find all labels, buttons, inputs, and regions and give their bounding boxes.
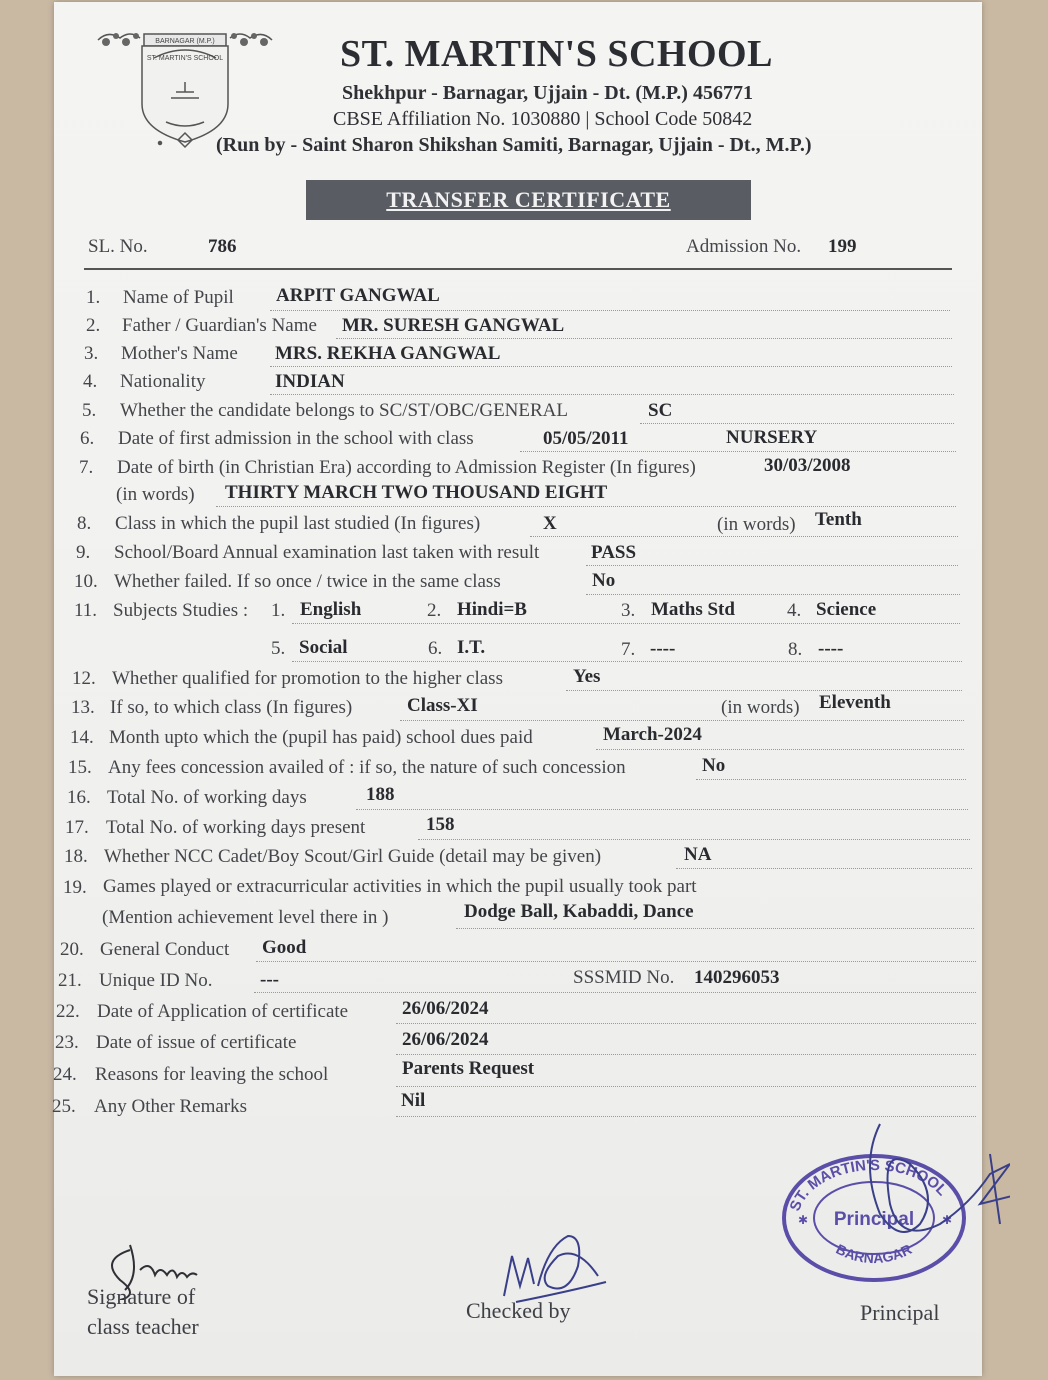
issue-date-value: 26/06/2024 bbox=[402, 1029, 489, 1050]
admission-date-value: 05/05/2011 bbox=[543, 428, 629, 449]
subject-5-num: 5. bbox=[271, 638, 286, 659]
item-13-num: 13. bbox=[71, 697, 95, 718]
dues-paid-value: March-2024 bbox=[603, 724, 702, 745]
dotted-line bbox=[256, 961, 976, 962]
sssmid-value: 140296053 bbox=[694, 967, 780, 988]
item-1-label: Name of Pupil bbox=[123, 287, 234, 308]
subject-2-num: 2. bbox=[427, 600, 442, 621]
item-21-label: Unique ID No. bbox=[99, 970, 213, 991]
concession-value: No bbox=[702, 755, 726, 776]
dotted-line bbox=[418, 839, 970, 840]
item-23-num: 23. bbox=[55, 1032, 79, 1053]
item-20-num: 20. bbox=[60, 939, 84, 960]
item-14-num: 14. bbox=[70, 727, 94, 748]
subject-6-num: 6. bbox=[428, 638, 443, 659]
item-24-num: 24. bbox=[53, 1064, 77, 1085]
ncc-value: NA bbox=[684, 844, 712, 865]
svg-text:✱: ✱ bbox=[942, 1213, 953, 1227]
item-4-label: Nationality bbox=[120, 371, 206, 392]
item-25-num: 25. bbox=[52, 1096, 76, 1117]
dotted-line bbox=[640, 423, 954, 424]
item-2-num: 2. bbox=[86, 315, 101, 336]
subject-4-num: 4. bbox=[787, 600, 802, 621]
checker-signature-icon bbox=[496, 1226, 616, 1306]
item-10-num: 10. bbox=[74, 571, 98, 592]
item-15-label: Any fees concession availed of : if so, the nature of such concession bbox=[108, 757, 626, 778]
pupil-name-value: ARPIT GANGWAL bbox=[276, 285, 440, 306]
item-22-num: 22. bbox=[56, 1001, 80, 1022]
item-20-label: General Conduct bbox=[100, 939, 230, 960]
admission-no-label: Admission No. bbox=[686, 236, 802, 257]
sssmid-label: SSSMID No. bbox=[573, 967, 675, 988]
subject-7-value: ---- bbox=[650, 638, 676, 659]
subject-1-value: English bbox=[300, 599, 362, 620]
school-address: Shekhpur - Barnagar, Ujjain - Dt. (M.P.) 456771 bbox=[342, 82, 753, 104]
item-3-num: 3. bbox=[84, 343, 99, 364]
run-by-line: (Run by - Saint Sharon Shikshan Samiti, Barnagar, Ujjain - Dt., M.P.) bbox=[216, 134, 812, 156]
leaving-reason-value: Parents Request bbox=[402, 1058, 535, 1079]
item-18-num: 18. bbox=[64, 846, 88, 867]
dotted-line bbox=[292, 623, 960, 624]
next-class-words-value: Eleventh bbox=[819, 692, 891, 713]
affiliation-line: CBSE Affiliation No. 1030880 | School Code 50842 bbox=[333, 108, 753, 130]
subject-5-value: Social bbox=[299, 637, 348, 658]
item-7-label: Date of birth (in Christian Era) according to Admission Register (In figures) bbox=[117, 457, 696, 478]
stamp-center-text: Principal bbox=[833, 1209, 915, 1230]
item-6-label: Date of first admission in the school with class bbox=[118, 428, 474, 449]
item-19-label-2: (Mention achievement level there in ) bbox=[102, 907, 389, 928]
dotted-line bbox=[336, 338, 952, 339]
dotted-line bbox=[270, 366, 952, 367]
dotted-line bbox=[586, 565, 958, 566]
dob-figures-value: 30/03/2008 bbox=[764, 455, 851, 476]
dotted-line bbox=[356, 809, 968, 810]
subject-8-value: ---- bbox=[818, 638, 844, 659]
svg-text:✱: ✱ bbox=[798, 1213, 809, 1227]
subject-4-value: Science bbox=[816, 599, 877, 620]
header-rule bbox=[84, 268, 952, 270]
item-12-label: Whether qualified for promotion to the higher class bbox=[112, 668, 503, 689]
item-19-num: 19. bbox=[63, 877, 87, 898]
item-7-num: 7. bbox=[79, 457, 94, 478]
item-17-label: Total No. of working days present bbox=[106, 817, 366, 838]
item-4-num: 4. bbox=[83, 371, 98, 392]
certificate-title: TRANSFER CERTIFICATE bbox=[386, 187, 671, 212]
item-19-label: Games played or extracurricular activities in which the pupil usually took part bbox=[103, 876, 697, 897]
item-11-num: 11. bbox=[74, 600, 98, 621]
subject-3-value: Maths Std bbox=[651, 599, 735, 620]
stamp-top-text: ST. MARTIN'S SCHOOL bbox=[786, 1156, 951, 1214]
sl-no-value: 786 bbox=[208, 236, 237, 257]
item-24-label: Reasons for leaving the school bbox=[95, 1064, 329, 1085]
dotted-line bbox=[530, 536, 958, 537]
mother-name-value: MRS. REKHA GANGWAL bbox=[275, 343, 501, 364]
admission-class-value: NURSERY bbox=[726, 427, 818, 448]
subject-6-value: I.T. bbox=[457, 637, 486, 658]
dotted-line bbox=[566, 690, 962, 691]
item-1-num: 1. bbox=[86, 287, 101, 308]
application-date-value: 26/06/2024 bbox=[402, 998, 489, 1019]
school-name: ST. MARTIN'S SCHOOL bbox=[340, 33, 773, 75]
item-5-num: 5. bbox=[82, 400, 97, 421]
dotted-line bbox=[596, 749, 964, 750]
dob-words-label: (in words) bbox=[116, 484, 195, 505]
subject-8-num: 8. bbox=[788, 639, 803, 660]
last-class-value: X bbox=[543, 513, 557, 534]
logo-arc-text: ST. MARTIN'S SCHOOL bbox=[146, 55, 224, 62]
dotted-line bbox=[676, 868, 972, 869]
unique-id-value: --- bbox=[260, 969, 279, 990]
subject-7-num: 7. bbox=[621, 639, 636, 660]
dotted-line bbox=[396, 1086, 976, 1087]
item-2-label: Father / Guardian's Name bbox=[122, 315, 317, 336]
dotted-line bbox=[216, 506, 956, 507]
item-8-num: 8. bbox=[77, 513, 92, 534]
dotted-line bbox=[292, 661, 962, 662]
principal-signature-icon bbox=[820, 1116, 1010, 1256]
item-23-label: Date of issue of certificate bbox=[96, 1032, 297, 1053]
item-22-label: Date of Application of certificate bbox=[97, 1001, 349, 1022]
item-12-num: 12. bbox=[72, 668, 96, 689]
dotted-line bbox=[696, 779, 966, 780]
dotted-line bbox=[586, 594, 960, 595]
failed-value: No bbox=[592, 570, 616, 591]
item-15-num: 15. bbox=[68, 757, 92, 778]
item-13-label: If so, to which class (In figures) bbox=[110, 697, 353, 718]
item-5-label: Whether the candidate belongs to SC/ST/OBC/GENERAL bbox=[120, 400, 569, 421]
sl-no-label: SL. No. bbox=[88, 236, 148, 257]
principal-label: Principal bbox=[860, 1300, 940, 1325]
item-11-label: Subjects Studies : bbox=[113, 600, 249, 621]
last-class-words-label: (in words) bbox=[717, 514, 796, 535]
item-17-num: 17. bbox=[65, 817, 89, 838]
item-3-label: Mother's Name bbox=[121, 343, 238, 364]
item-25-label: Any Other Remarks bbox=[94, 1096, 248, 1117]
conduct-value: Good bbox=[262, 937, 307, 958]
item-8-label: Class in which the pupil last studied (In figures) bbox=[115, 513, 481, 534]
last-class-words-value: Tenth bbox=[815, 509, 862, 530]
subject-3-num: 3. bbox=[621, 600, 636, 621]
dotted-line bbox=[254, 992, 976, 993]
checked-by-label: Checked by bbox=[466, 1298, 571, 1323]
dotted-line bbox=[270, 394, 954, 395]
stamp-bottom-text: BARNAGAR bbox=[833, 1240, 915, 1267]
item-21-num: 21. bbox=[58, 970, 82, 991]
logo-top-text: BARNAGAR (M.P.) bbox=[155, 38, 215, 45]
activities-value: Dodge Ball, Kabaddi, Dance bbox=[464, 901, 694, 922]
item-6-num: 6. bbox=[80, 428, 95, 449]
teacher-signature-label-1: Signature of bbox=[87, 1284, 196, 1309]
item-16-num: 16. bbox=[67, 787, 91, 808]
category-value: SC bbox=[648, 400, 673, 421]
item-18-label: Whether NCC Cadet/Boy Scout/Girl Guide (detail may be given) bbox=[104, 846, 602, 867]
item-10-label: Whether failed. If so once / twice in the same class bbox=[114, 571, 501, 592]
next-class-words-label: (in words) bbox=[721, 697, 800, 718]
title-banner bbox=[306, 180, 751, 220]
dotted-line bbox=[400, 720, 964, 721]
item-9-label: School/Board Annual examination last taken with result bbox=[114, 542, 540, 563]
exam-result-value: PASS bbox=[591, 542, 637, 563]
promotion-value: Yes bbox=[573, 666, 601, 687]
father-name-value: MR. SURESH GANGWAL bbox=[342, 315, 565, 336]
dotted-line bbox=[396, 1054, 976, 1055]
nationality-value: INDIAN bbox=[275, 371, 345, 392]
dotted-line bbox=[456, 928, 974, 929]
next-class-value: Class-XI bbox=[407, 695, 478, 716]
item-14-label: Month upto which the (pupil has paid) school dues paid bbox=[109, 727, 533, 748]
dotted-line bbox=[520, 451, 956, 452]
admission-no-value: 199 bbox=[828, 236, 857, 257]
item-16-label: Total No. of working days bbox=[107, 787, 307, 808]
dob-words-value: THIRTY MARCH TWO THOUSAND EIGHT bbox=[225, 482, 608, 503]
item-9-num: 9. bbox=[76, 542, 91, 563]
dotted-line bbox=[396, 1023, 976, 1024]
dotted-line bbox=[270, 310, 950, 311]
subject-2-value: Hindi=B bbox=[457, 599, 527, 620]
subject-1-num: 1. bbox=[271, 600, 286, 621]
remarks-value: Nil bbox=[401, 1090, 426, 1111]
working-days-value: 188 bbox=[366, 784, 395, 805]
teacher-signature-label-2: class teacher bbox=[87, 1314, 199, 1339]
days-present-value: 158 bbox=[426, 814, 455, 835]
